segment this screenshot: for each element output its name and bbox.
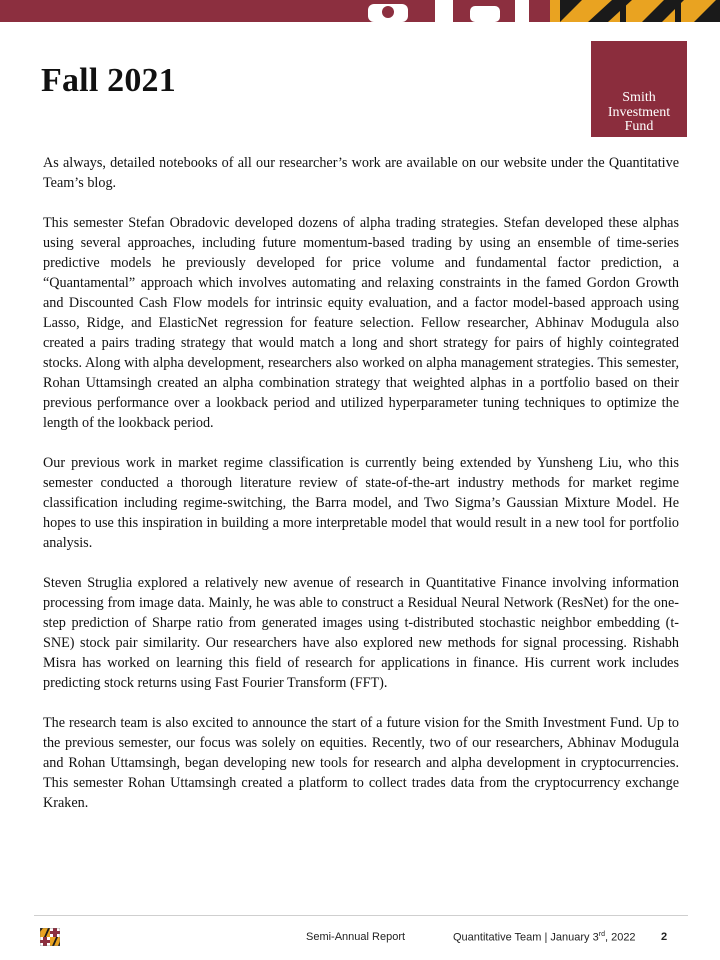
paragraph-notebooks: As always, detailed notebooks of all our researcher’s work are available on our website under the Quantitative Team’s blog. (43, 155, 679, 191)
logo-line-3: Fund (624, 119, 654, 134)
report-body (43, 153, 679, 833)
footer-divider (34, 915, 688, 916)
band-maroon (0, 0, 350, 22)
footer-team-prefix: Quantitative Team | January 3 (453, 931, 599, 944)
footer-team-suffix: , 2022 (604, 931, 636, 944)
maryland-flag-icon (40, 928, 60, 946)
footer-team-sup: rd (598, 931, 605, 938)
footer-report-label: Semi-Annual Report (306, 931, 406, 943)
top-color-band (0, 0, 720, 22)
logo-line-2: Investment (607, 104, 671, 120)
page-number: 2 (661, 931, 668, 943)
smith-investment-fund-logo (591, 41, 687, 137)
page-title: Fall 2021 (41, 62, 176, 99)
logo-line-1: Smith (622, 90, 656, 105)
paragraph-market-regime: Our previous work in market regime classification is currently being extended by Yunsheng Liu, who this semester conducted a thorough literature review of state-of-the-art industry methods for market regime classification including regime-switching, the Barra model, and Two Sigma’s Gaussian Mixture Model. He hopes to use this inspiration in building a more interpretable model that would result in a new tool for portfolio analysis. (43, 455, 679, 551)
maryland-flag-band (350, 0, 720, 22)
footer-team-date (453, 931, 636, 944)
paragraph-cryptocurrency: The research team is also excited to announce the start of a future vision for the Smith Investment Fund. Up to the previous semester, our focus was solely on equities. Recently, two of our researchers, Abhinav Modugula and Rohan Uttamsingh, began developing new tools for research and alpha development in cryptocurrencies. This semester Rohan Uttamsingh created a platform to collect trades data from the cryptocurrency exchange Kraken. (43, 715, 679, 811)
paragraph-image-data: Steven Struglia explored a relatively new avenue of research in Quantitative Finance involving information processing from image data. Mainly, he was able to construct a Residual Neural Network (ResNet) for the one-step prediction of Sharpe ratio from generated images using t-distributed stochastic neighbor embedding (t-SNE) stock pair similarity. Our researchers have also explored new methods for signal processing. Rishabh Misra has worked on learning this field of research for applications in finance. His current work includes predicting stock returns using Fast Fourier Transform (FFT). (43, 575, 679, 691)
paragraph-alpha-strategies: This semester Stefan Obradovic developed dozens of alpha trading strategies. Stefan developed these alphas using several approaches, including future momentum-based trading by using an ensemble of time-series predictive models he previously developed for price volume and fundamental factor prediction, a “Quantamental” approach which involves automating and relaxing constraints in the famed Gordon Growth and Discounted Cash Flow models for intrinsic equity evaluation, and a factor model-based approach using Lasso, Ridge, and ElasticNet regression for feature selection. Fellow researcher, Abhinav Modugula also created a pairs trading strategy that would match a long and short strategy for pairs of highly cointegrated stocks. Along with alpha development, researchers also worked on alpha management strategies. This semester, Rohan Uttamsingh created an alpha combination strategy that weighted alphas in a portfolio based on their previous performance over a lookback period and utilized hyperparameter tuning techniques to optimize the length of the lookback period. (43, 215, 679, 431)
